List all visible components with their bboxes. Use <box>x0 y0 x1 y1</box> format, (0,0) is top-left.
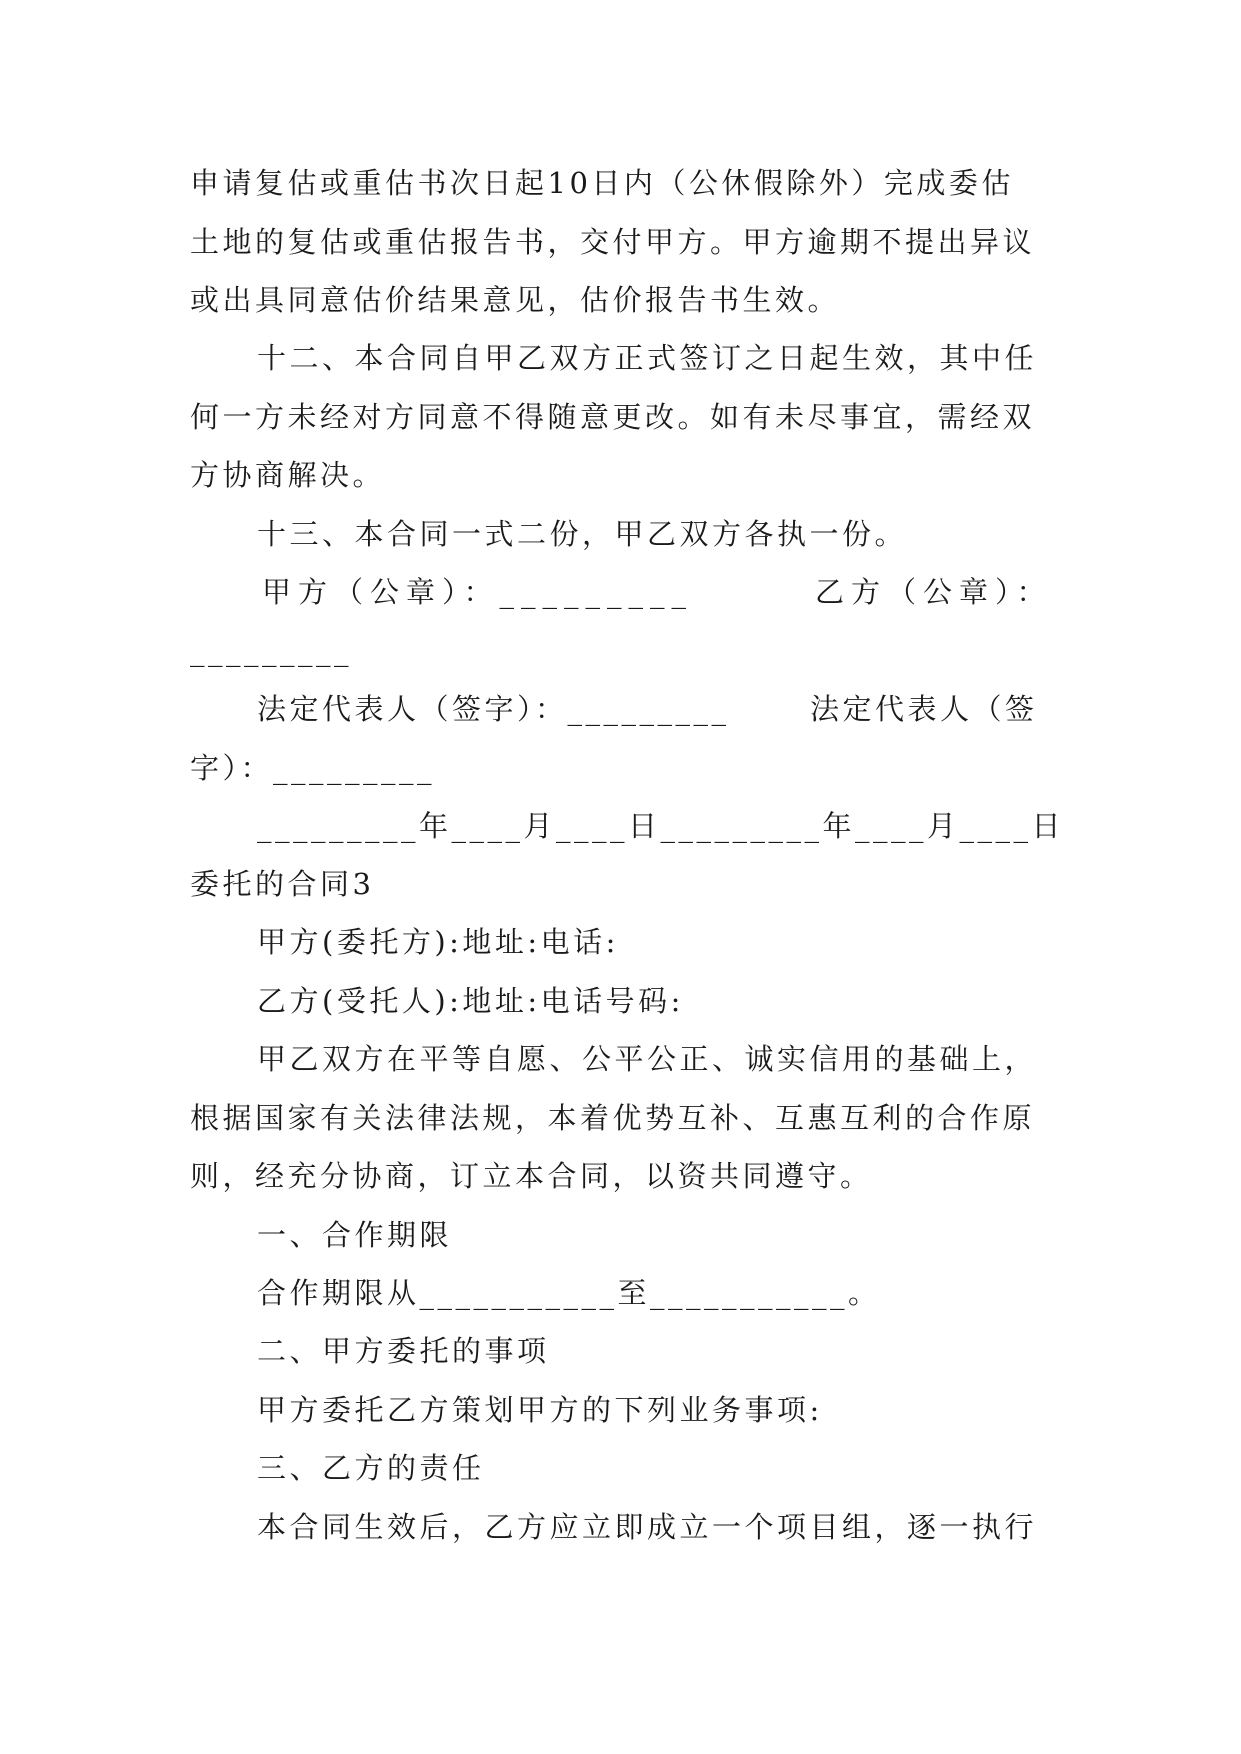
text-line: 或出具同意估价结果意见，估价报告书生效。 <box>190 283 841 317</box>
party-a-seal: 甲方（公章）：_________ <box>262 575 694 609</box>
section3-title: 三、乙方的责任 <box>257 1451 485 1485</box>
party-a-info: 甲方(委托方):地址:电话: <box>257 925 619 959</box>
section2-text: 甲方委托乙方策划甲方的下列业务事项: <box>257 1393 823 1427</box>
rep-b-signature-cont: 字）：_________ <box>190 751 436 785</box>
preamble-line: 甲乙双方在平等自愿、公平公正、诚实信用的基础上， <box>257 1042 1038 1076</box>
party-b-seal-blank: _________ <box>190 633 352 667</box>
contract3-title: 委托的合同3 <box>190 867 375 901</box>
section1-title: 一、合作期限 <box>257 1218 453 1252</box>
clause-13: 十三、本合同一式二份，甲乙双方各执一份。 <box>257 517 908 551</box>
text-line: 申请复估或重估书次日起10日内（公休假除外）完成委估 <box>190 166 1014 200</box>
date-line: _________年____月____日_________年____月____日 <box>257 809 1065 843</box>
party-b-info: 乙方(受托人):地址:电话号码: <box>257 984 684 1018</box>
section1-text: 合作期限从___________至___________。 <box>257 1276 881 1310</box>
text-line: 方协商解决。 <box>190 458 386 492</box>
preamble-line: 根据国家有关法律法规，本着优势互补、互惠互利的合作原 <box>190 1101 1036 1135</box>
text-line: 何一方未经对方同意不得随意更改。如有未尽事宜，需经双 <box>190 400 1036 434</box>
rep-b-signature: 法定代表人（签 <box>810 692 1038 726</box>
party-b-seal: 乙方（公章）： <box>815 575 1053 609</box>
preamble-line: 则，经充分协商，订立本合同，以资共同遵守。 <box>190 1159 873 1193</box>
text-line: 土地的复估或重估报告书，交付甲方。甲方逾期不提出异议 <box>190 225 1036 259</box>
section3-text: 本合同生效后，乙方应立即成立一个项目组，逐一执行 <box>257 1510 1038 1544</box>
clause-12: 十二、本合同自甲乙双方正式签订之日起生效，其中任 <box>257 341 1038 375</box>
rep-a-signature: 法定代表人（签字）：_________ <box>257 692 730 726</box>
section2-title: 二、甲方委托的事项 <box>257 1334 550 1368</box>
